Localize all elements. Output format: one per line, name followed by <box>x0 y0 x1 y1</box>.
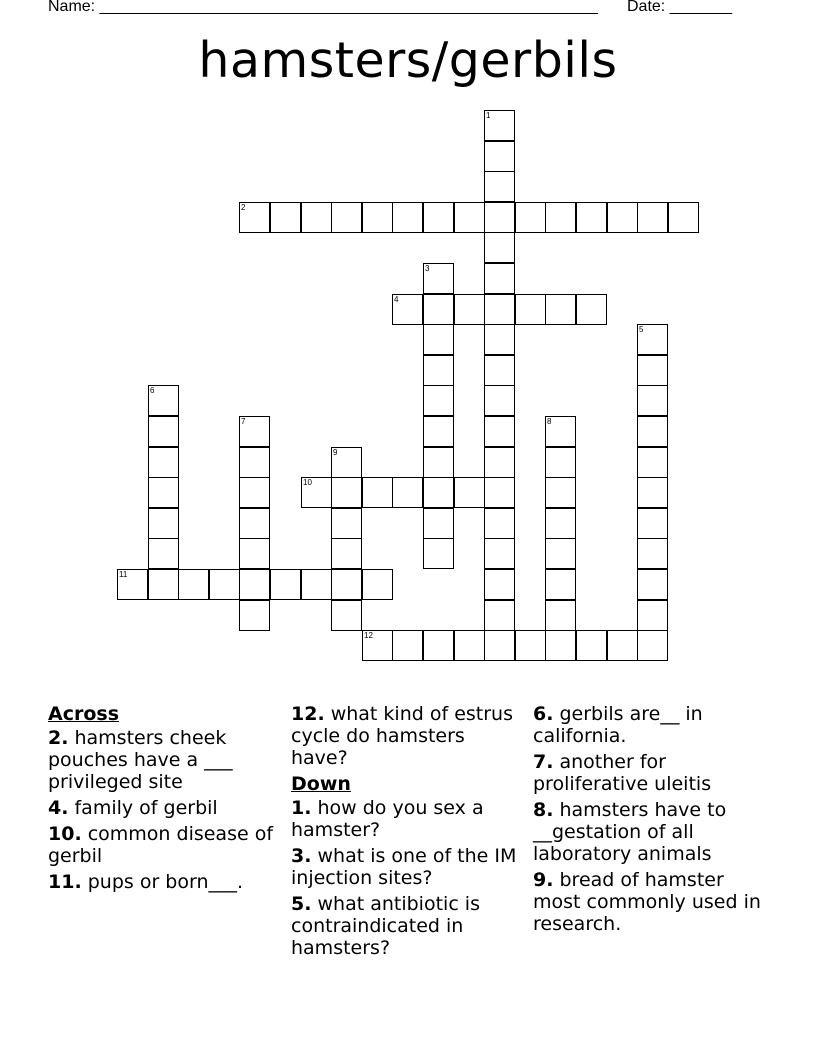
grid-cell[interactable] <box>331 508 362 539</box>
name-field[interactable]: Name: ________________________________________________________ <box>48 0 598 15</box>
grid-cell[interactable] <box>331 202 362 233</box>
grid-cell[interactable] <box>454 202 485 233</box>
grid-cell[interactable] <box>423 447 454 478</box>
grid-cell[interactable] <box>301 569 332 600</box>
grid-cell[interactable] <box>392 630 423 661</box>
grid-cell[interactable] <box>545 477 576 508</box>
cell-number: 11 <box>119 570 128 579</box>
puzzle-title: hamsters/gerbils <box>198 32 618 89</box>
clue-text: bread of hamster most commonly used in research. <box>533 869 761 935</box>
clue-text: pups or born___. <box>81 871 244 893</box>
grid-cell[interactable] <box>148 477 179 508</box>
grid-cell[interactable] <box>148 508 179 539</box>
grid-cell[interactable] <box>331 569 362 600</box>
grid-cell[interactable] <box>484 232 515 263</box>
grid-cell[interactable] <box>239 416 270 447</box>
clue-number: 4. <box>48 797 69 819</box>
grid-cell[interactable] <box>301 477 332 508</box>
clue-number: 1. <box>291 797 312 819</box>
grid-cell[interactable] <box>239 508 270 539</box>
grid-cell[interactable] <box>178 569 209 600</box>
clue-text: another for proliferative uleitis <box>533 751 712 795</box>
clue-number: 8. <box>533 799 554 821</box>
grid-cell[interactable] <box>607 202 638 233</box>
grid-cell[interactable] <box>239 538 270 569</box>
grid-cell[interactable] <box>484 263 515 294</box>
grid-cell[interactable] <box>270 569 301 600</box>
grid-cell[interactable] <box>148 569 179 600</box>
clue-number: 12. <box>291 703 325 725</box>
clue-text: what antibiotic is contraindicated in hamsters? <box>291 893 480 959</box>
cell-number: 5 <box>639 325 644 334</box>
clue-across-2 <box>48 727 283 793</box>
grid-cell[interactable] <box>637 416 668 447</box>
grid-cell[interactable] <box>454 477 485 508</box>
grid-cell[interactable] <box>392 202 423 233</box>
grid-cell[interactable] <box>545 416 576 447</box>
clues-column-2 <box>291 703 526 963</box>
grid-cell[interactable] <box>576 630 607 661</box>
grid-cell[interactable] <box>392 477 423 508</box>
grid-cell[interactable] <box>362 202 393 233</box>
grid-cell[interactable] <box>331 600 362 631</box>
clue-across-12 <box>291 703 526 769</box>
grid-cell[interactable] <box>423 508 454 539</box>
grid-cell[interactable] <box>239 600 270 631</box>
clue-across-11 <box>48 871 283 893</box>
grid-cell[interactable] <box>637 477 668 508</box>
grid-cell[interactable] <box>637 355 668 386</box>
grid-cell[interactable] <box>515 630 546 661</box>
grid-cell[interactable] <box>148 385 179 416</box>
grid-cell[interactable] <box>668 202 699 233</box>
clue-number: 2. <box>48 727 69 749</box>
clue-down-1 <box>291 797 526 841</box>
grid-cell[interactable] <box>209 569 240 600</box>
clue-across-10 <box>48 823 283 867</box>
clue-number: 9. <box>533 869 554 891</box>
down-heading: Down <box>291 773 351 795</box>
grid-cell[interactable] <box>423 416 454 447</box>
grid-cell[interactable] <box>423 477 454 508</box>
grid-cell[interactable] <box>423 263 454 294</box>
grid-cell[interactable] <box>484 416 515 447</box>
grid-cell[interactable] <box>637 538 668 569</box>
clue-number: 5. <box>291 893 312 915</box>
grid-cell[interactable] <box>331 447 362 478</box>
clues-column-3 <box>533 703 768 939</box>
grid-cell[interactable] <box>484 630 515 661</box>
grid-cell[interactable] <box>484 141 515 172</box>
clue-text: gerbils are__ in california. <box>533 703 703 747</box>
grid-cell[interactable] <box>545 508 576 539</box>
grid-cell[interactable] <box>576 202 607 233</box>
grid-cell[interactable] <box>484 171 515 202</box>
grid-cell[interactable] <box>454 294 485 325</box>
grid-cell[interactable] <box>423 538 454 569</box>
grid-cell[interactable] <box>484 600 515 631</box>
grid-cell[interactable] <box>484 508 515 539</box>
grid-cell[interactable] <box>637 600 668 631</box>
across-heading: Across <box>48 703 120 725</box>
grid-cell[interactable] <box>545 630 576 661</box>
grid-cell[interactable] <box>515 202 546 233</box>
grid-cell[interactable] <box>545 538 576 569</box>
grid-cell[interactable] <box>484 110 515 141</box>
clue-text: what kind of estrus cycle do hamsters have? <box>291 703 513 769</box>
grid-cell[interactable] <box>515 294 546 325</box>
clue-text: hamsters have to __gestation of all laboratory animals <box>533 799 727 865</box>
date-field[interactable]: Date: _______ <box>627 0 732 15</box>
clues-column-1 <box>48 703 283 897</box>
grid-cell[interactable] <box>637 569 668 600</box>
cell-number: 3 <box>425 264 430 273</box>
cell-number: 9 <box>333 448 338 457</box>
grid-cell[interactable] <box>362 477 393 508</box>
grid-cell[interactable] <box>545 294 576 325</box>
grid-cell[interactable] <box>545 569 576 600</box>
grid-cell[interactable] <box>239 477 270 508</box>
cell-number: 8 <box>547 417 552 426</box>
grid-cell[interactable] <box>239 447 270 478</box>
grid-cell[interactable] <box>607 630 638 661</box>
cell-number: 2 <box>241 203 246 212</box>
cell-number: 4 <box>394 295 399 304</box>
clue-across-4 <box>48 797 283 819</box>
clue-number: 10. <box>48 823 82 845</box>
grid-cell[interactable] <box>545 447 576 478</box>
cell-number: 10 <box>303 478 312 487</box>
clue-down-8 <box>533 799 768 865</box>
grid-cell[interactable] <box>484 447 515 478</box>
grid-cell[interactable] <box>484 355 515 386</box>
clue-number: 11. <box>48 871 82 893</box>
clue-text: family of gerbil <box>68 797 218 819</box>
clue-text: hamsters cheek pouches have a ___ privileged site <box>48 727 233 793</box>
grid-cell[interactable] <box>484 477 515 508</box>
grid-cell[interactable] <box>148 416 179 447</box>
clue-number: 7. <box>533 751 554 773</box>
clue-number: 3. <box>291 845 312 867</box>
grid-cell[interactable] <box>423 324 454 355</box>
cell-number: 7 <box>241 417 246 426</box>
cell-number: 6 <box>150 386 155 395</box>
grid-cell[interactable] <box>484 294 515 325</box>
clue-text: common disease of gerbil <box>48 823 274 867</box>
clue-down-5 <box>291 893 526 959</box>
grid-cell[interactable] <box>637 385 668 416</box>
grid-cell[interactable] <box>423 294 454 325</box>
grid-cell[interactable] <box>117 569 148 600</box>
clue-down-9 <box>533 869 768 935</box>
grid-cell[interactable] <box>423 630 454 661</box>
grid-cell[interactable] <box>637 324 668 355</box>
clue-down-6 <box>533 703 768 747</box>
grid-cell[interactable] <box>301 202 332 233</box>
clue-down-3 <box>291 845 526 889</box>
cell-number: 1 <box>486 111 491 120</box>
grid-cell[interactable] <box>423 202 454 233</box>
grid-cell[interactable] <box>637 630 668 661</box>
grid-cell[interactable] <box>331 477 362 508</box>
grid-cell[interactable] <box>148 538 179 569</box>
grid-cell[interactable] <box>545 202 576 233</box>
grid-cell[interactable] <box>484 385 515 416</box>
grid-cell[interactable] <box>637 202 668 233</box>
grid-cell[interactable] <box>484 202 515 233</box>
grid-cell[interactable] <box>362 630 393 661</box>
grid-cell[interactable] <box>545 600 576 631</box>
clue-text: what is one of the IM injection sites? <box>291 845 517 889</box>
grid-cell[interactable] <box>484 569 515 600</box>
grid-cell[interactable] <box>454 630 485 661</box>
grid-cell[interactable] <box>239 202 270 233</box>
grid-cell[interactable] <box>484 538 515 569</box>
grid-cell[interactable] <box>576 294 607 325</box>
cell-number: 12 <box>364 631 373 640</box>
clue-number: 6. <box>533 703 554 725</box>
grid-cell[interactable] <box>423 385 454 416</box>
grid-cell[interactable] <box>637 447 668 478</box>
grid-cell[interactable] <box>331 538 362 569</box>
grid-cell[interactable] <box>484 324 515 355</box>
grid-cell[interactable] <box>270 202 301 233</box>
grid-cell[interactable] <box>423 355 454 386</box>
grid-cell[interactable] <box>362 569 393 600</box>
clue-down-7 <box>533 751 768 795</box>
grid-cell[interactable] <box>239 569 270 600</box>
grid-cell[interactable] <box>148 447 179 478</box>
clue-text: how do you sex a hamster? <box>291 797 484 841</box>
grid-cell[interactable] <box>637 508 668 539</box>
grid-cell[interactable] <box>392 294 423 325</box>
